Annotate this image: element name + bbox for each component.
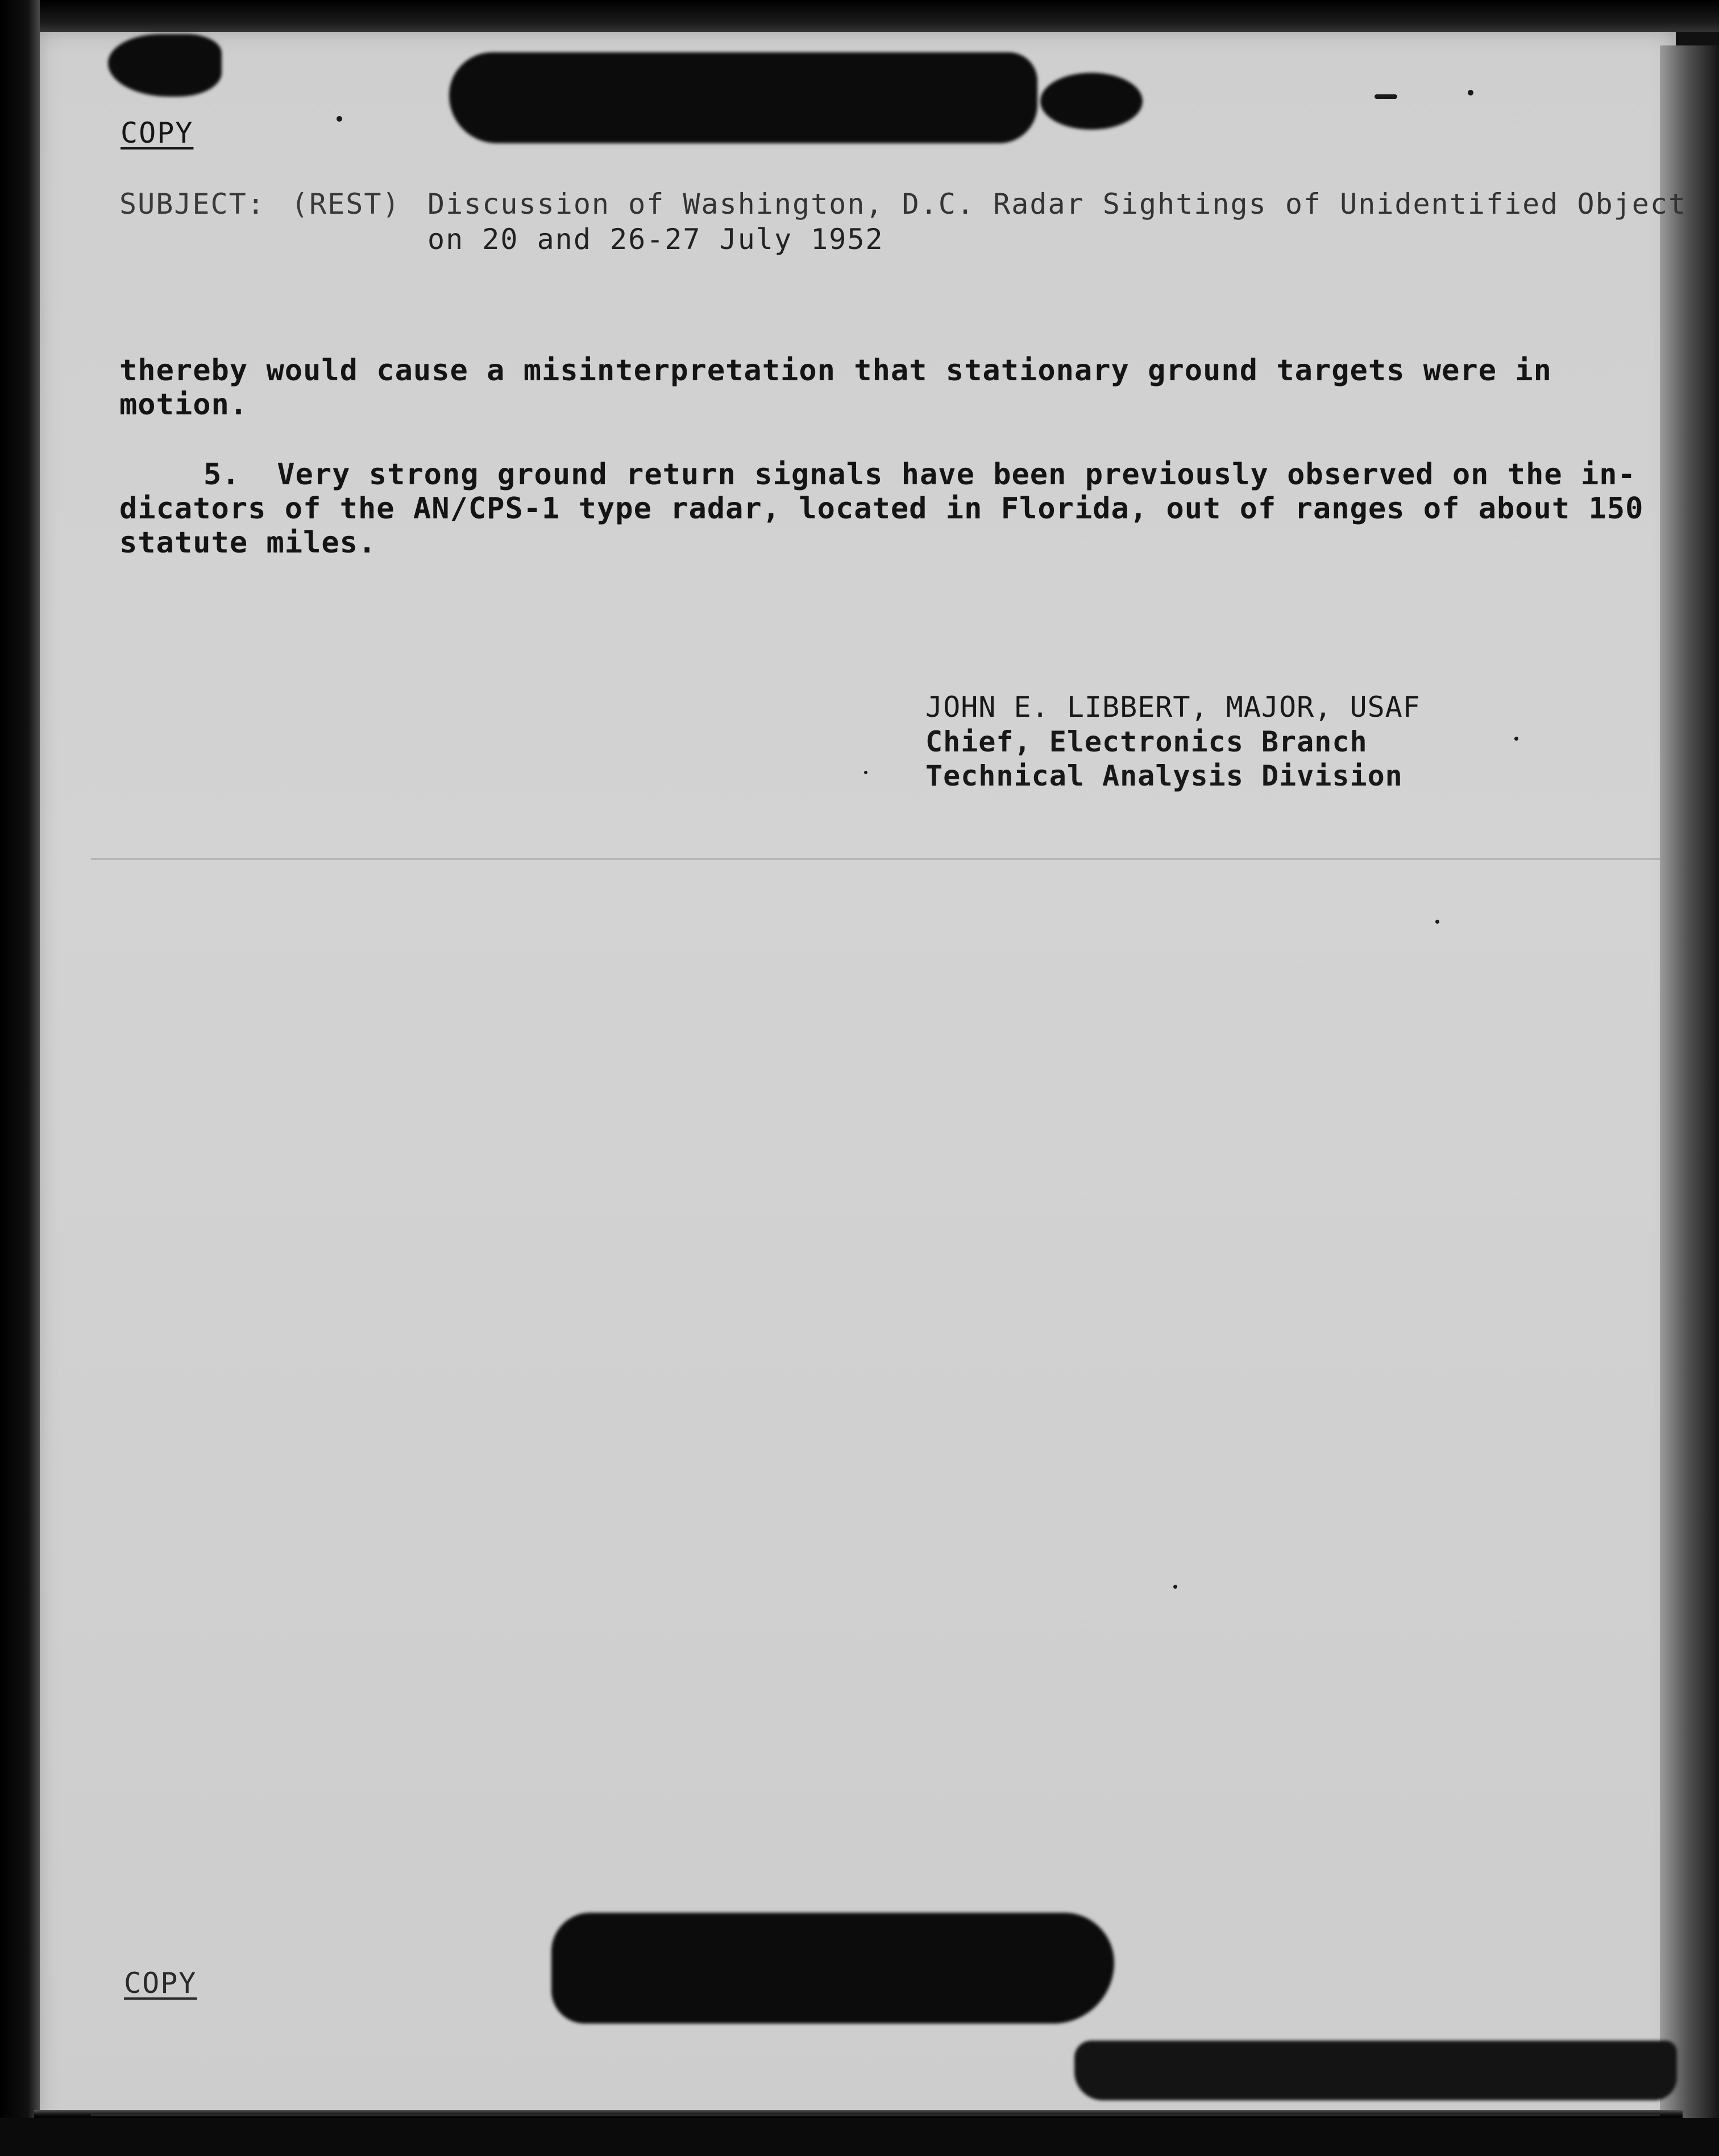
subject-label: SUBJECT: <box>119 188 265 221</box>
scanner-left-edge <box>0 0 40 2156</box>
paragraph-5-line-3: statute miles. <box>119 526 377 560</box>
crease-line <box>91 2115 1660 2116</box>
scanner-top-edge <box>0 0 1719 32</box>
scanner-right-edge <box>1660 45 1719 2156</box>
scanner-bottom-edge <box>0 2118 1719 2156</box>
dust-speck <box>1173 1585 1177 1589</box>
signature-title: Chief, Electronics Branch <box>925 725 1368 758</box>
paper-bottom-edge <box>34 2110 1683 2118</box>
redaction-blob-top <box>1040 73 1143 130</box>
dust-speck <box>337 116 342 122</box>
paragraph-5-line-1: 5. Very strong ground return signals have been previously observed on the in- <box>204 458 1636 492</box>
subject-line-1: Discussion of Washington, D.C. Radar Sightings of Unidentified Object <box>427 188 1687 221</box>
paragraph-continued-line-1: thereby would cause a misinterpretation that stationary ground targets were in <box>119 354 1552 388</box>
signature-name: JOHN E. LIBBERT, MAJOR, USAF <box>925 691 1421 724</box>
dust-speck <box>1375 94 1397 99</box>
redaction-bar-top <box>449 52 1037 143</box>
signature-division: Technical Analysis Division <box>925 759 1403 792</box>
crease-line <box>91 858 1660 860</box>
dust-speck <box>1435 920 1439 924</box>
subject-line-2: on 20 and 26-27 July 1952 <box>427 223 884 256</box>
copy-mark-top: COPY <box>121 117 194 149</box>
paragraph-continued-line-2: motion. <box>119 388 248 422</box>
redaction-bar-bottom <box>551 1913 1114 2024</box>
dust-speck <box>864 771 867 774</box>
subject-classification: (REST) <box>291 188 401 221</box>
paragraph-5-line-2: dicators of the AN/CPS-1 type radar, located in Florida, out of ranges of about 150 <box>119 492 1644 526</box>
copy-mark-bottom: COPY <box>124 1967 197 2000</box>
paper-sheet <box>36 30 1676 2133</box>
dust-speck <box>1514 737 1518 741</box>
redaction-bar-bottom-right <box>1074 2041 1677 2100</box>
dust-speck <box>1468 90 1473 95</box>
